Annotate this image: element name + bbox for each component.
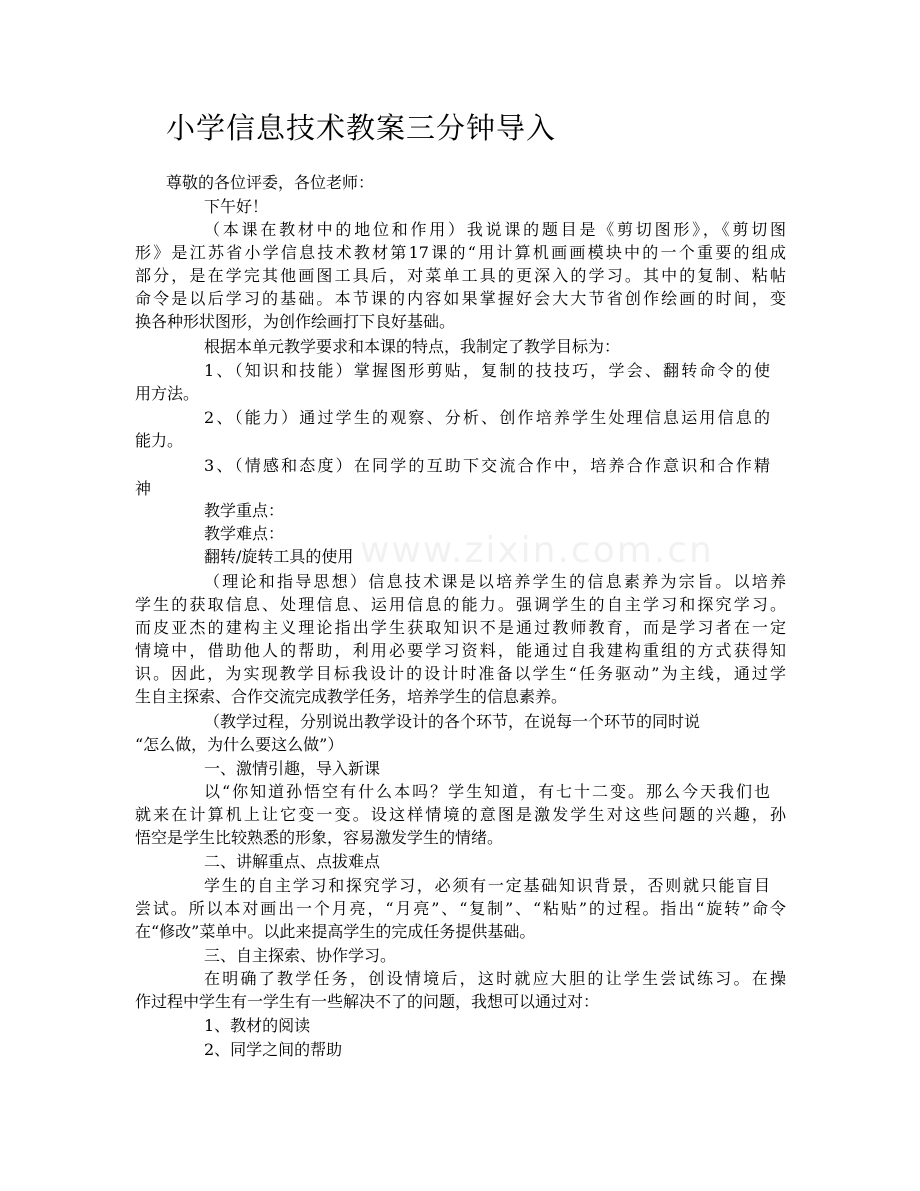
paragraph-line: 学生的自主学习和探究学习，必须有一定基础知识背景，否则就只能盲目 xyxy=(204,876,770,895)
paragraph-line: 情境中，借助他人的帮助，利用必要学习资料，能通过自我建构重组的方式获得知 xyxy=(135,641,786,660)
watermark: www.zixin.com.cn xyxy=(360,530,714,571)
paragraph-line: （理论和指导思想）信息技术课是以培养学生的信息素养为宗旨。以培养 xyxy=(204,572,786,591)
difficulty-heading: 教学难点： xyxy=(204,524,285,543)
paragraph-line: 尝试。所以本对画出一个月亮，“月亮”、“复制”、“粘贴”的过程。指出“旋转”命令 xyxy=(135,899,786,918)
greeting: 下午好！ xyxy=(204,197,269,216)
key-point-heading: 教学重点： xyxy=(204,501,285,520)
paragraph-line: 而皮亚杰的建构主义理论指出学生获取知识不是通过教师教育，而是学习者在一定 xyxy=(135,618,786,637)
paragraph-line: 根据本单元教学要求和本课的特点，我制定了教学目标为： xyxy=(204,337,621,356)
paragraph-line: （本课在教材中的地位和作用）我说课的题目是《剪切图形》，《剪切图 xyxy=(204,220,786,239)
paragraph-line: 识。因此，为实现教学目标我设计的设计时准备以学生“任务驱动”为主线，通过学 xyxy=(135,664,786,683)
paragraph-line: （教学过程，分别说出教学设计的各个环节，在说每一个环节的同时说 xyxy=(204,712,701,731)
paragraph-line: 就来在计算机上让它变一变。设这样情境的意图是激发学生对这些问题的兴趣，孙 xyxy=(135,805,786,824)
paragraph-line: 形》是江苏省小学信息技术教材第17课的“用计算机画画模块中的一个重要的组成 xyxy=(135,243,786,262)
paragraph-line: 在明确了教学任务，创设情境后，这时就应大胆的让学生尝试练习。在操 xyxy=(204,969,786,988)
section-heading: 三、自主探索、协作学习。 xyxy=(204,946,397,965)
objective-line: 2、（能力）通过学生的观察、分析、创作培养学生处理信息运用信息的 xyxy=(204,408,770,427)
paragraph-line: 生自主探索、合作交流完成教学任务，培养学生的信息素养。 xyxy=(135,687,568,706)
section-heading: 一、激情引趣，导入新课 xyxy=(204,759,381,778)
list-item: 2、同学之间的帮助 xyxy=(204,1040,343,1059)
objective-line: 3、（情感和态度）在同学的互助下交流合作中，培养合作意识和合作精 xyxy=(204,456,770,475)
paragraph-line: “怎么做，为什么要这么做”） xyxy=(135,735,344,754)
paragraph-line: 命令是以后学习的基础。本节课的内容如果掌握好会大大节省创作绘画的时间，变 xyxy=(135,289,786,308)
paragraph-line: 部分，是在学完其他画图工具后，对菜单工具的更深入的学习。其中的复制、粘帖 xyxy=(135,266,786,285)
section-heading: 二、讲解重点、点拔难点 xyxy=(204,852,381,871)
paragraph-line: 换各种形状图形，为创作绘画打下良好基础。 xyxy=(135,312,456,331)
paragraph-line: 悟空是学生比较熟悉的形象，容易激发学生的情绪。 xyxy=(135,828,504,847)
objective-line: 1、（知识和技能）掌握图形剪贴，复制的技技巧，学会、翻转命令的使 xyxy=(204,361,770,380)
paragraph-line: 学生的获取信息、处理信息、运用信息的能力。强调学生的自主学习和探究学习。 xyxy=(135,595,786,614)
paragraph-line: 以“你知道孙悟空有什么本吗？学生知道，有七十二变。那么今天我们也 xyxy=(204,782,770,801)
objective-line: 神 xyxy=(135,479,152,498)
document-title: 小学信息技术教案三分钟导入 xyxy=(166,111,557,145)
salutation: 尊敬的各位评委，各位老师： xyxy=(166,173,375,192)
paragraph-line: 翻转/旋转工具的使用 xyxy=(204,547,354,566)
list-item: 1、教材的阅读 xyxy=(204,1016,311,1035)
objective-line: 能力。 xyxy=(135,431,184,450)
paragraph-line: 作过程中学生有一学生有一些解决不了的问题，我想可以通过对： xyxy=(135,992,600,1011)
paragraph-line: 在“修改”菜单中。以此来提高学生的完成任务提供基础。 xyxy=(135,922,536,941)
objective-line: 用方法。 xyxy=(135,384,200,403)
